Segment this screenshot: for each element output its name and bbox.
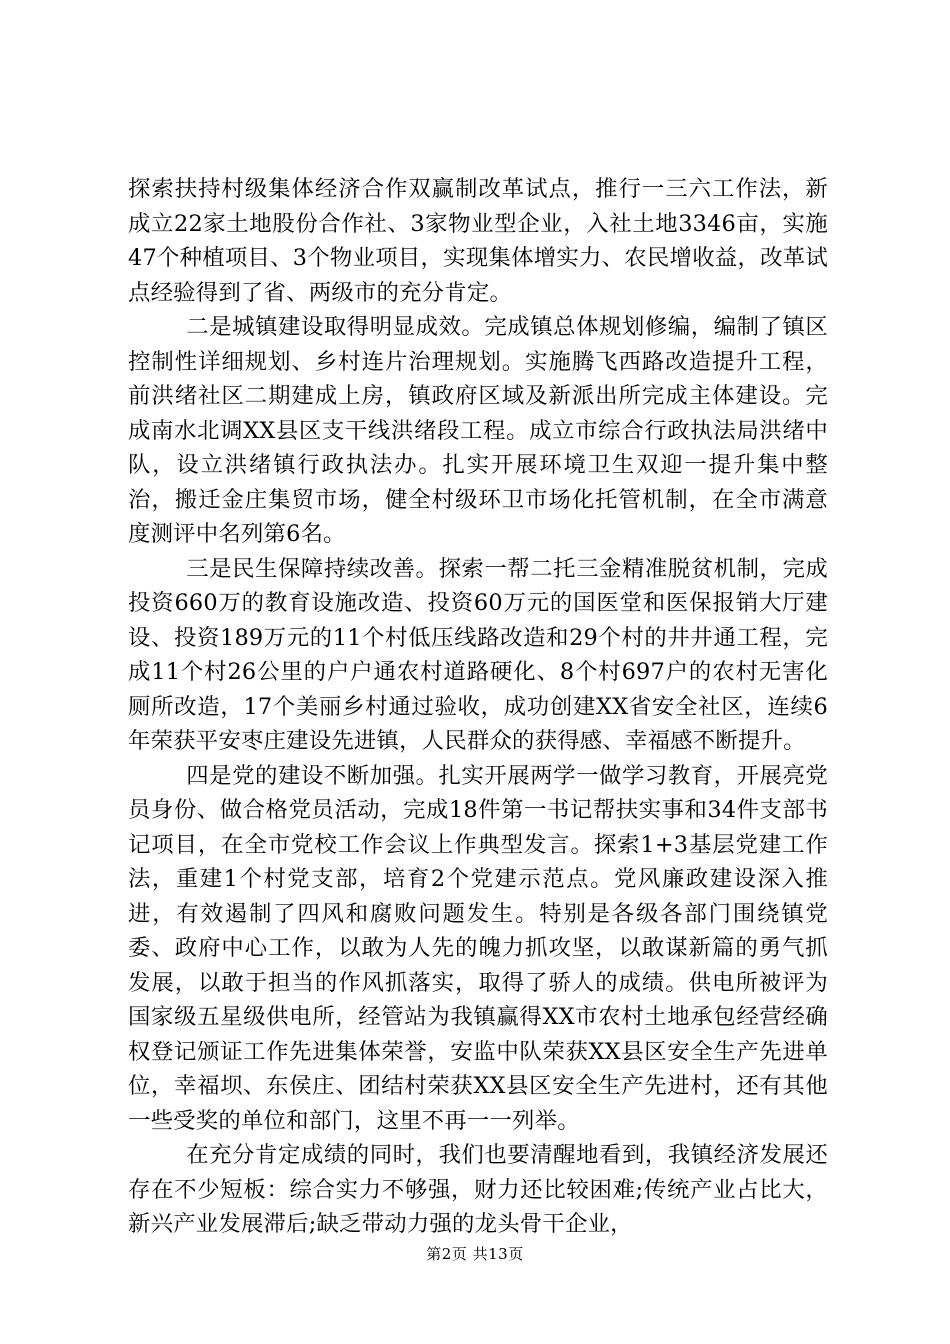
paragraph-urban-construction: 二是城镇建设取得明显成效。完成镇总体规划修编，编制了镇区控制性详细规划、乡村连片治理规划。实施腾飞西路改造提升工程，前洪绪社区二期建成上房，镇政府区域及新派出所完成主体建设。完成南水北调XX县区支干线洪绪段工程。成立市综合行政执法局洪绪中队，设立洪绪镇行政执法办。扎实开展环境卫生双迎一提升集中整治，搬迁金庄集贸市场，健全村级环卫市场化托管机制，在全市满意度测评中名列第6名。 [128, 314, 828, 547]
paragraph-shortcomings: 在充分肯定成绩的同时，我们也要清醒地看到，我镇经济发展还存在不少短板：综合实力不够强，财力还比较困难;传统产业占比大，新兴产业发展滞后;缺乏带动力强的龙头骨干企业， [128, 1142, 828, 1237]
document-body [128, 172, 828, 1242]
page-number-footer: 第2页 共13页 [426, 1245, 524, 1263]
paragraph-party-building: 四是党的建设不断加强。扎实开展两学一做学习教育，开展亮党员身份、做合格党员活动，完成18件第一书记帮扶实事和34件支部书记项目，在全市党校工作会议上作典型发言。探索1+3基层党建工作法，重建1个村党支部，培育2个党建示范点。党风廉政建设深入推进，有效遏制了四风和腐败问题发生。特别是各级各部门围绕镇党委、政府中心工作，以敢为人先的魄力抓攻坚，以敢谋新篇的勇气抓发展，以敢于担当的作风抓落实，取得了骄人的成绩。供电所被评为国家级五星级供电所，经管站为我镇赢得XX市农村土地承包经营经确权登记颁证工作先进集体荣誉，安监中队荣获XX县区安全生产先进单位，幸福坝、东侯庄、团结村荣获XX县区安全生产先进村，还有其他一些受奖的单位和部门，这里不再一一列举。 [128, 762, 828, 1134]
paragraph-reform-pilot: 探索扶持村级集体经济合作双赢制改革试点，推行一三六工作法，新成立22家土地股份合作社、3家物业型企业，入社土地3346亩，实施47个种植项目、3个物业项目，实现集体增实力、农民增收益，改革试点经验得到了省、两级市的充分肯定。 [128, 176, 828, 306]
paragraph-livelihood: 三是民生保障持续改善。探索一帮二托三金精准脱贫机制，完成投资660万的教育设施改造、投资60万元的国医堂和医保报销大厅建设、投资189万元的11个村低压线路改造和29个村的井井通工程，完成11个村26公里的户户通农村道路硬化、8个村697户的农村无害化厕所改造，17个美丽乡村通过验收，成功创建XX省安全社区，连续6年荣获平安枣庄建设先进镇，人民群众的获得感、幸福感不断提升。 [128, 555, 828, 754]
